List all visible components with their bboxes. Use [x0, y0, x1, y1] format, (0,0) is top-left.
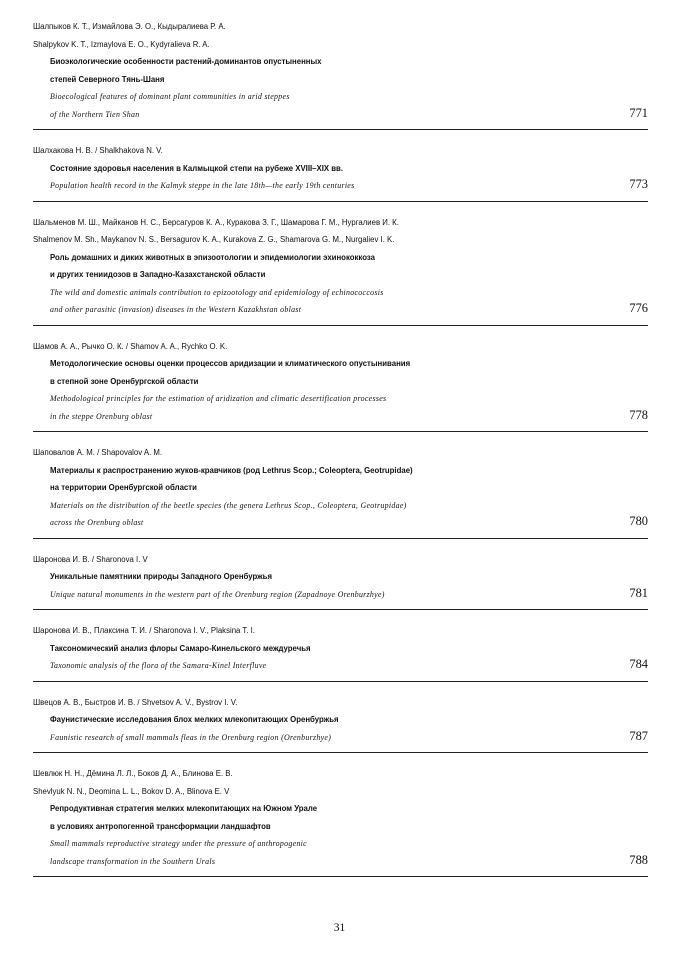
entry-authors: Шаронова И. В. / Sharonova I. V: [33, 554, 148, 564]
entry-3: [33, 214, 648, 326]
entry-translation: Taxonomic analysis of the flora of the Samara-Kinel Interfluve: [50, 661, 267, 670]
entry-title: Репродуктивная стратегия мелких млекопитающих на Южном Урале: [50, 804, 318, 813]
entry-authors-ru: Шальменов М. Ш., Майканов Н. С., Берсагуров К. А., Куракова З. Г., Шамарова Г. М., Нургалиев И. К.: [33, 217, 399, 227]
entry-authors: Шамов А. А., Рычко О. К. / Shamov A. A., Rychko O. K.: [33, 341, 228, 351]
entry-title: Таксономический анализ флоры Самаро-Кинельского междуречья: [50, 643, 311, 653]
entry-authors: Шаронова И. В., Плаксина Т. И. / Sharonova I. V., Plaksina T. I.: [33, 626, 255, 635]
entry-8: [33, 694, 648, 754]
entry-title: в условиях антропогенной трансформации ландшафтов: [50, 821, 271, 831]
entry-page-number: 787: [629, 728, 648, 743]
entry-1: [33, 18, 648, 130]
entry-translation: Materials on the distribution of the beetle species (the genera Lethrus Scop., Coleoptera, Geotrupidae): [50, 500, 407, 510]
entry-title: Уникальные памятники природы Западного Оренбуржья: [50, 572, 273, 581]
entry-authors: Швецов А. В., Быстров И. В. / Shvetsov A. V., Bystrov I. V.: [33, 697, 238, 707]
entry-page-number: 788: [629, 852, 648, 867]
entry-title: Биоэкологические особенности растений-доминантов опустыненных: [50, 57, 322, 66]
entry-2: [33, 142, 648, 202]
entry-authors: Шаповалов А. М. / Shapovalov A. M.: [33, 448, 163, 457]
entry-authors-ru: Шевлюк Н. Н., Дёмина Л. Л., Боков Д. А., Блинова Е. В.: [33, 769, 233, 778]
entry-authors: Шалхакова Н. В. / Shalkhakova N. V.: [33, 146, 163, 155]
entry-9: [33, 765, 648, 877]
entry-translation: The wild and domestic animals contribution to epizootology and epidemiology of echinococcosis: [50, 287, 384, 297]
entry-title: Состояние здоровья населения в Калмыцкой степи на рубеже XVIII–XIX вв.: [50, 163, 344, 173]
entry-title: Роль домашних и диких животных в эпизоотологии и эпидемиологии эхинококкоза: [50, 252, 375, 262]
entry-title: на территории Оренбургской области: [50, 483, 197, 492]
entry-page-number: 771: [629, 105, 648, 120]
entry-authors-ru: Шалпыков К. Т., Измайлова Э. О., Кыдыралиева Р. А.: [33, 22, 226, 31]
entry-translation: across the Orenburg oblast: [50, 518, 144, 527]
entry-translation: Bioecological features of dominant plant communities in arid steppes: [50, 92, 290, 101]
entry-translation: Methodological principles for the estimation of aridization and climatic desertification processes: [50, 394, 387, 403]
entry-4: [33, 338, 648, 433]
entry-page-number: 781: [629, 585, 648, 600]
entry-page-number: 778: [629, 407, 648, 422]
entry-translation: in the steppe Orenburg oblast: [50, 411, 153, 421]
entry-title: Материалы к распространению жуков-кравчиков (род Lethrus Scop.; Coleoptera, Geotrupidae): [50, 465, 413, 475]
entry-translation: landscape transformation in the Southern Urals: [50, 856, 216, 866]
entry-title: Фаунистические исследования блох мелких млекопитающих Оренбуржья: [50, 715, 339, 724]
entry-title: степей Северного Тянь-Шаня: [50, 74, 165, 84]
entry-translation: Faunistic research of small mammals fleas in the Orenburg region (Orenburzhye): [50, 732, 332, 742]
entry-translation: Small mammals reproductive strategy under the pressure of anthropogenic: [50, 839, 307, 848]
entry-title: и других тениидозов в Западно-Казахстанской области: [50, 270, 266, 279]
contents-list: [33, 18, 648, 877]
entry-title: Методологические основы оценки процессов аридизации и климатического опустынивания: [50, 359, 411, 368]
entry-page-number: 773: [629, 177, 648, 191]
entry-translation: of the Northern Tien Shan: [50, 109, 140, 119]
entry-page-number: 784: [629, 657, 648, 671]
entry-7: [33, 622, 648, 682]
entry-5: [33, 444, 648, 539]
entry-page-number: 776: [629, 301, 648, 315]
entry-translation: Unique natural monuments in the western part of the Orenburg region (Zapadnoye Orenburzhye): [50, 589, 385, 599]
entry-authors-en: Shevlyuk N. N., Deomina L. L., Bokov D. A., Blinova E. V: [33, 786, 230, 796]
entry-page-number: 780: [629, 514, 648, 528]
entry-authors-en: Shalpykov K. T., Izmaylova E. O., Kydyralieva R. A.: [33, 39, 210, 49]
entry-title: в степной зоне Оренбургской области: [50, 376, 199, 386]
entry-authors-en: Shalmenov M. Sh., Maykanov N. S., Bersagurov K. A., Kurakova Z. G., Shamarova G. M., Nurgaliev I. K.: [33, 235, 395, 244]
entry-translation: Population health record in the Kalmyk steppe in the late 18th—the early 19th centuries: [50, 181, 355, 190]
page-footer-number: 31: [333, 922, 346, 934]
entry-translation: and other parasitic (invasion) diseases in the Western Kazakhstan oblast: [50, 305, 302, 314]
entry-6: [33, 551, 648, 611]
